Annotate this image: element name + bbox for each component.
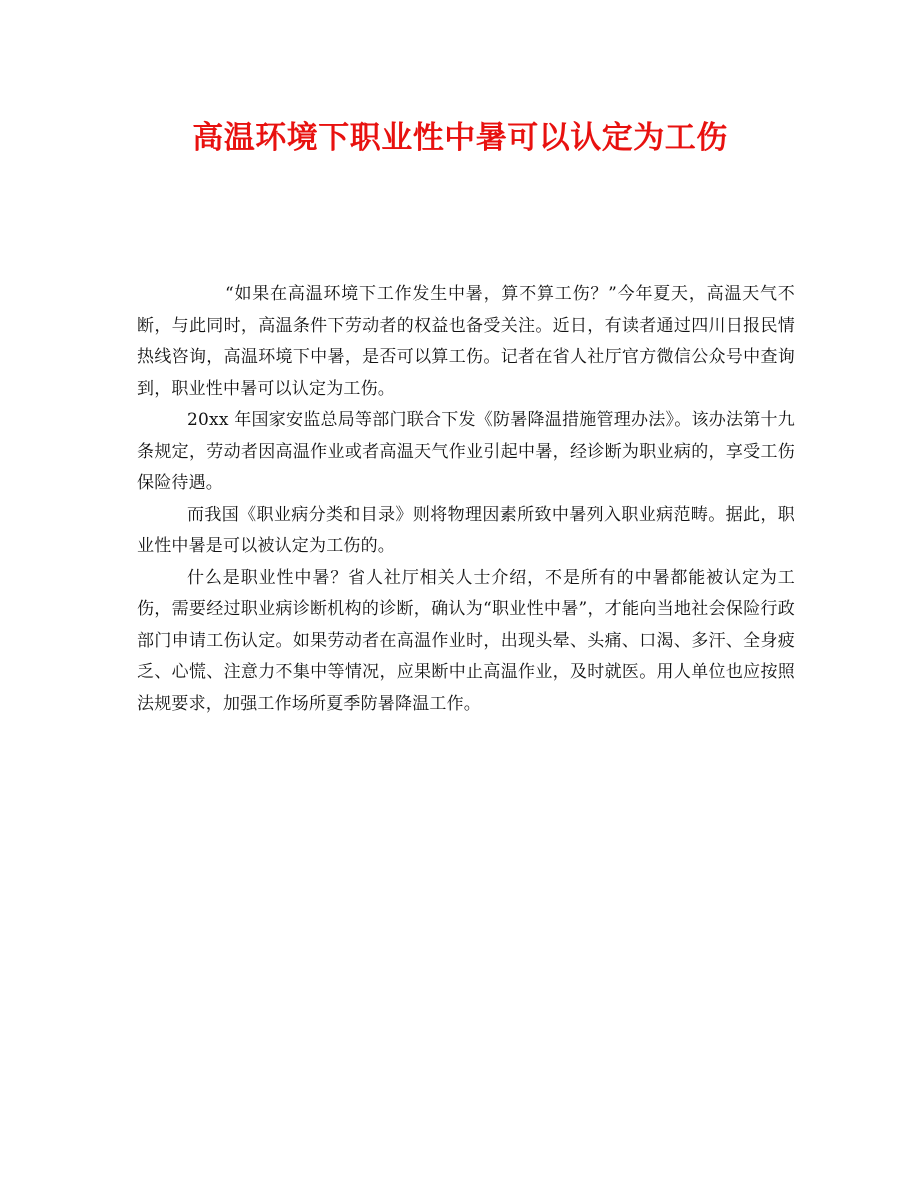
paragraph-2: 20xx 年国家安监总局等部门联合下发《防暑降温措施管理办法》。该办法第十九条规定，劳动者因高温作业或者高温天气作业引起中暑，经诊断为职业病的，享受工伤保险待遇。 [137,410,795,493]
paragraph-1: “如果在高温环境下工作发生中暑，算不算工伤？”今年夏天，高温天气不断，与此同时，高温条件下劳动者的权益也备受关注。近日，有读者通过四川日报民情热线咨询，高温环境下中暑，是否可以算工伤。记者在省人社厅官方微信公众号中查询到，职业性中暑可以认定为工伤。 [137,284,795,399]
document-body [137,279,795,720]
document-title: 高温环境下职业性中暑可以认定为工伤 [192,120,728,156]
paragraph-4: 什么是职业性中暑？省人社厅相关人士介绍，不是所有的中暑都能被认定为工伤，需要经过职业病诊断机构的诊断，确认为“职业性中暑”，才能向当地社会保险行政部门申请工伤认定。如果劳动者在高温作业时，出现头晕、头痛、口渴、多汗、全身疲乏、心慌、注意力不集中等情况，应果断中止高温作业，及时就医。用人单位也应按照法规要求，加强工作场所夏季防暑降温工作。 [137,567,795,714]
paragraph-3: 而我国《职业病分类和目录》则将物理因素所致中暑列入职业病范畴。据此，职业性中暑是可以被认定为工伤的。 [137,504,795,556]
